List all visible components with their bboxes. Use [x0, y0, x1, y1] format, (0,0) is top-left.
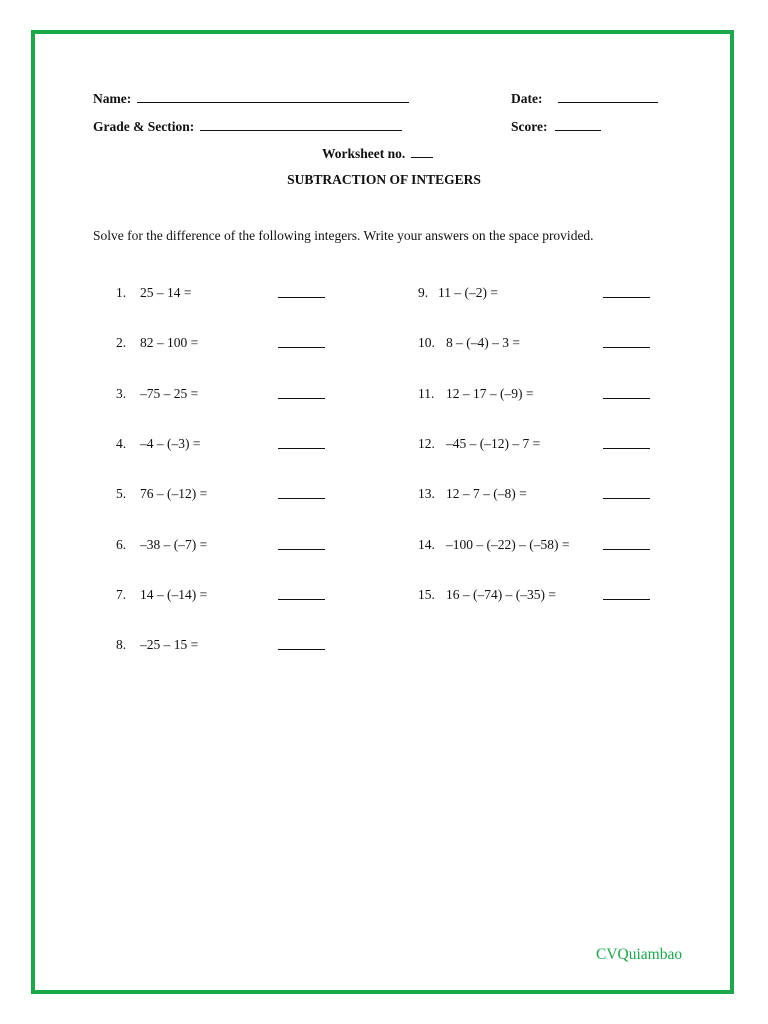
answer-blank[interactable] [603, 599, 650, 600]
name-blank[interactable] [137, 89, 409, 103]
answer-blank[interactable] [603, 498, 650, 499]
problem-number: 6. [116, 536, 127, 552]
worksheet-number-blank[interactable] [411, 144, 433, 158]
date-blank[interactable] [558, 89, 658, 103]
answer-blank[interactable] [278, 448, 325, 449]
problem-expression: 12 – 7 – (–8) = [446, 486, 527, 502]
problem-number: 5. [116, 486, 127, 502]
problem-expression: –25 – 15 = [140, 637, 199, 653]
answer-blank[interactable] [278, 398, 325, 399]
date-label: Date: [511, 91, 543, 106]
grade-section-blank[interactable] [200, 117, 402, 131]
grade-section-field [93, 117, 402, 135]
problem-number: 8. [116, 637, 127, 653]
problem-number: 3. [116, 385, 127, 401]
problem-expression: 12 – 17 – (–9) = [446, 385, 534, 401]
problem-number: 2. [116, 335, 127, 351]
answer-blank[interactable] [278, 549, 325, 550]
problem-expression: 11 – (–2) = [438, 285, 498, 300]
problem-number: 13. [418, 486, 435, 502]
worksheet-title: SUBTRACTION OF INTEGERS [287, 172, 481, 187]
answer-blank[interactable] [278, 347, 325, 348]
problem-expression: –100 – (–22) – (–58) = [446, 536, 570, 552]
problem-expression: 76 – (–12) = [140, 486, 208, 502]
name-label: Name: [93, 91, 132, 106]
problem-expression: 16 – (–74) – (–35) = [446, 586, 556, 602]
score-label: Score: [511, 119, 548, 134]
problem-expression: –38 – (–7) = [140, 536, 208, 552]
answer-blank[interactable] [278, 297, 325, 298]
problem-number: 15. [418, 586, 435, 602]
answer-blank[interactable] [278, 599, 325, 600]
date-field [511, 89, 658, 107]
author-signature: CVQuiambao [596, 946, 683, 963]
problem-number: 4. [116, 435, 127, 451]
score-blank[interactable] [555, 117, 601, 131]
problem-expression: 14 – (–14) = [140, 586, 208, 602]
problem-number: 1. [116, 285, 127, 300]
answer-blank[interactable] [278, 498, 325, 499]
problem-number: 10. [418, 335, 435, 351]
answer-blank[interactable] [603, 347, 650, 348]
answer-blank[interactable] [603, 398, 650, 399]
problem-expression: 82 – 100 = [140, 335, 199, 351]
problem-number: 9. [418, 285, 429, 300]
problem-number: 7. [116, 586, 127, 602]
problem-expression: –45 – (–12) – 7 = [446, 435, 541, 451]
instructions: Solve for the difference of the following integers. Write your answers on the space provided. [93, 228, 594, 243]
worksheet-number [322, 144, 433, 162]
problem-expression: –75 – 25 = [140, 385, 199, 401]
answer-blank[interactable] [603, 297, 650, 298]
problem-number: 12. [418, 435, 435, 451]
score-field [511, 117, 601, 135]
answer-blank[interactable] [603, 549, 650, 550]
grade-section-label: Grade & Section: [93, 119, 195, 134]
answer-blank[interactable] [278, 649, 325, 650]
problem-expression: 25 – 14 = [140, 285, 192, 300]
problem-number: 11. [418, 385, 435, 401]
problem-number: 14. [418, 536, 435, 552]
problem-expression: –4 – (–3) = [140, 435, 201, 451]
problem-expression: 8 – (–4) – 3 = [446, 335, 520, 351]
name-field [93, 89, 409, 107]
answer-blank[interactable] [603, 448, 650, 449]
worksheet-label: Worksheet no. [322, 146, 406, 161]
